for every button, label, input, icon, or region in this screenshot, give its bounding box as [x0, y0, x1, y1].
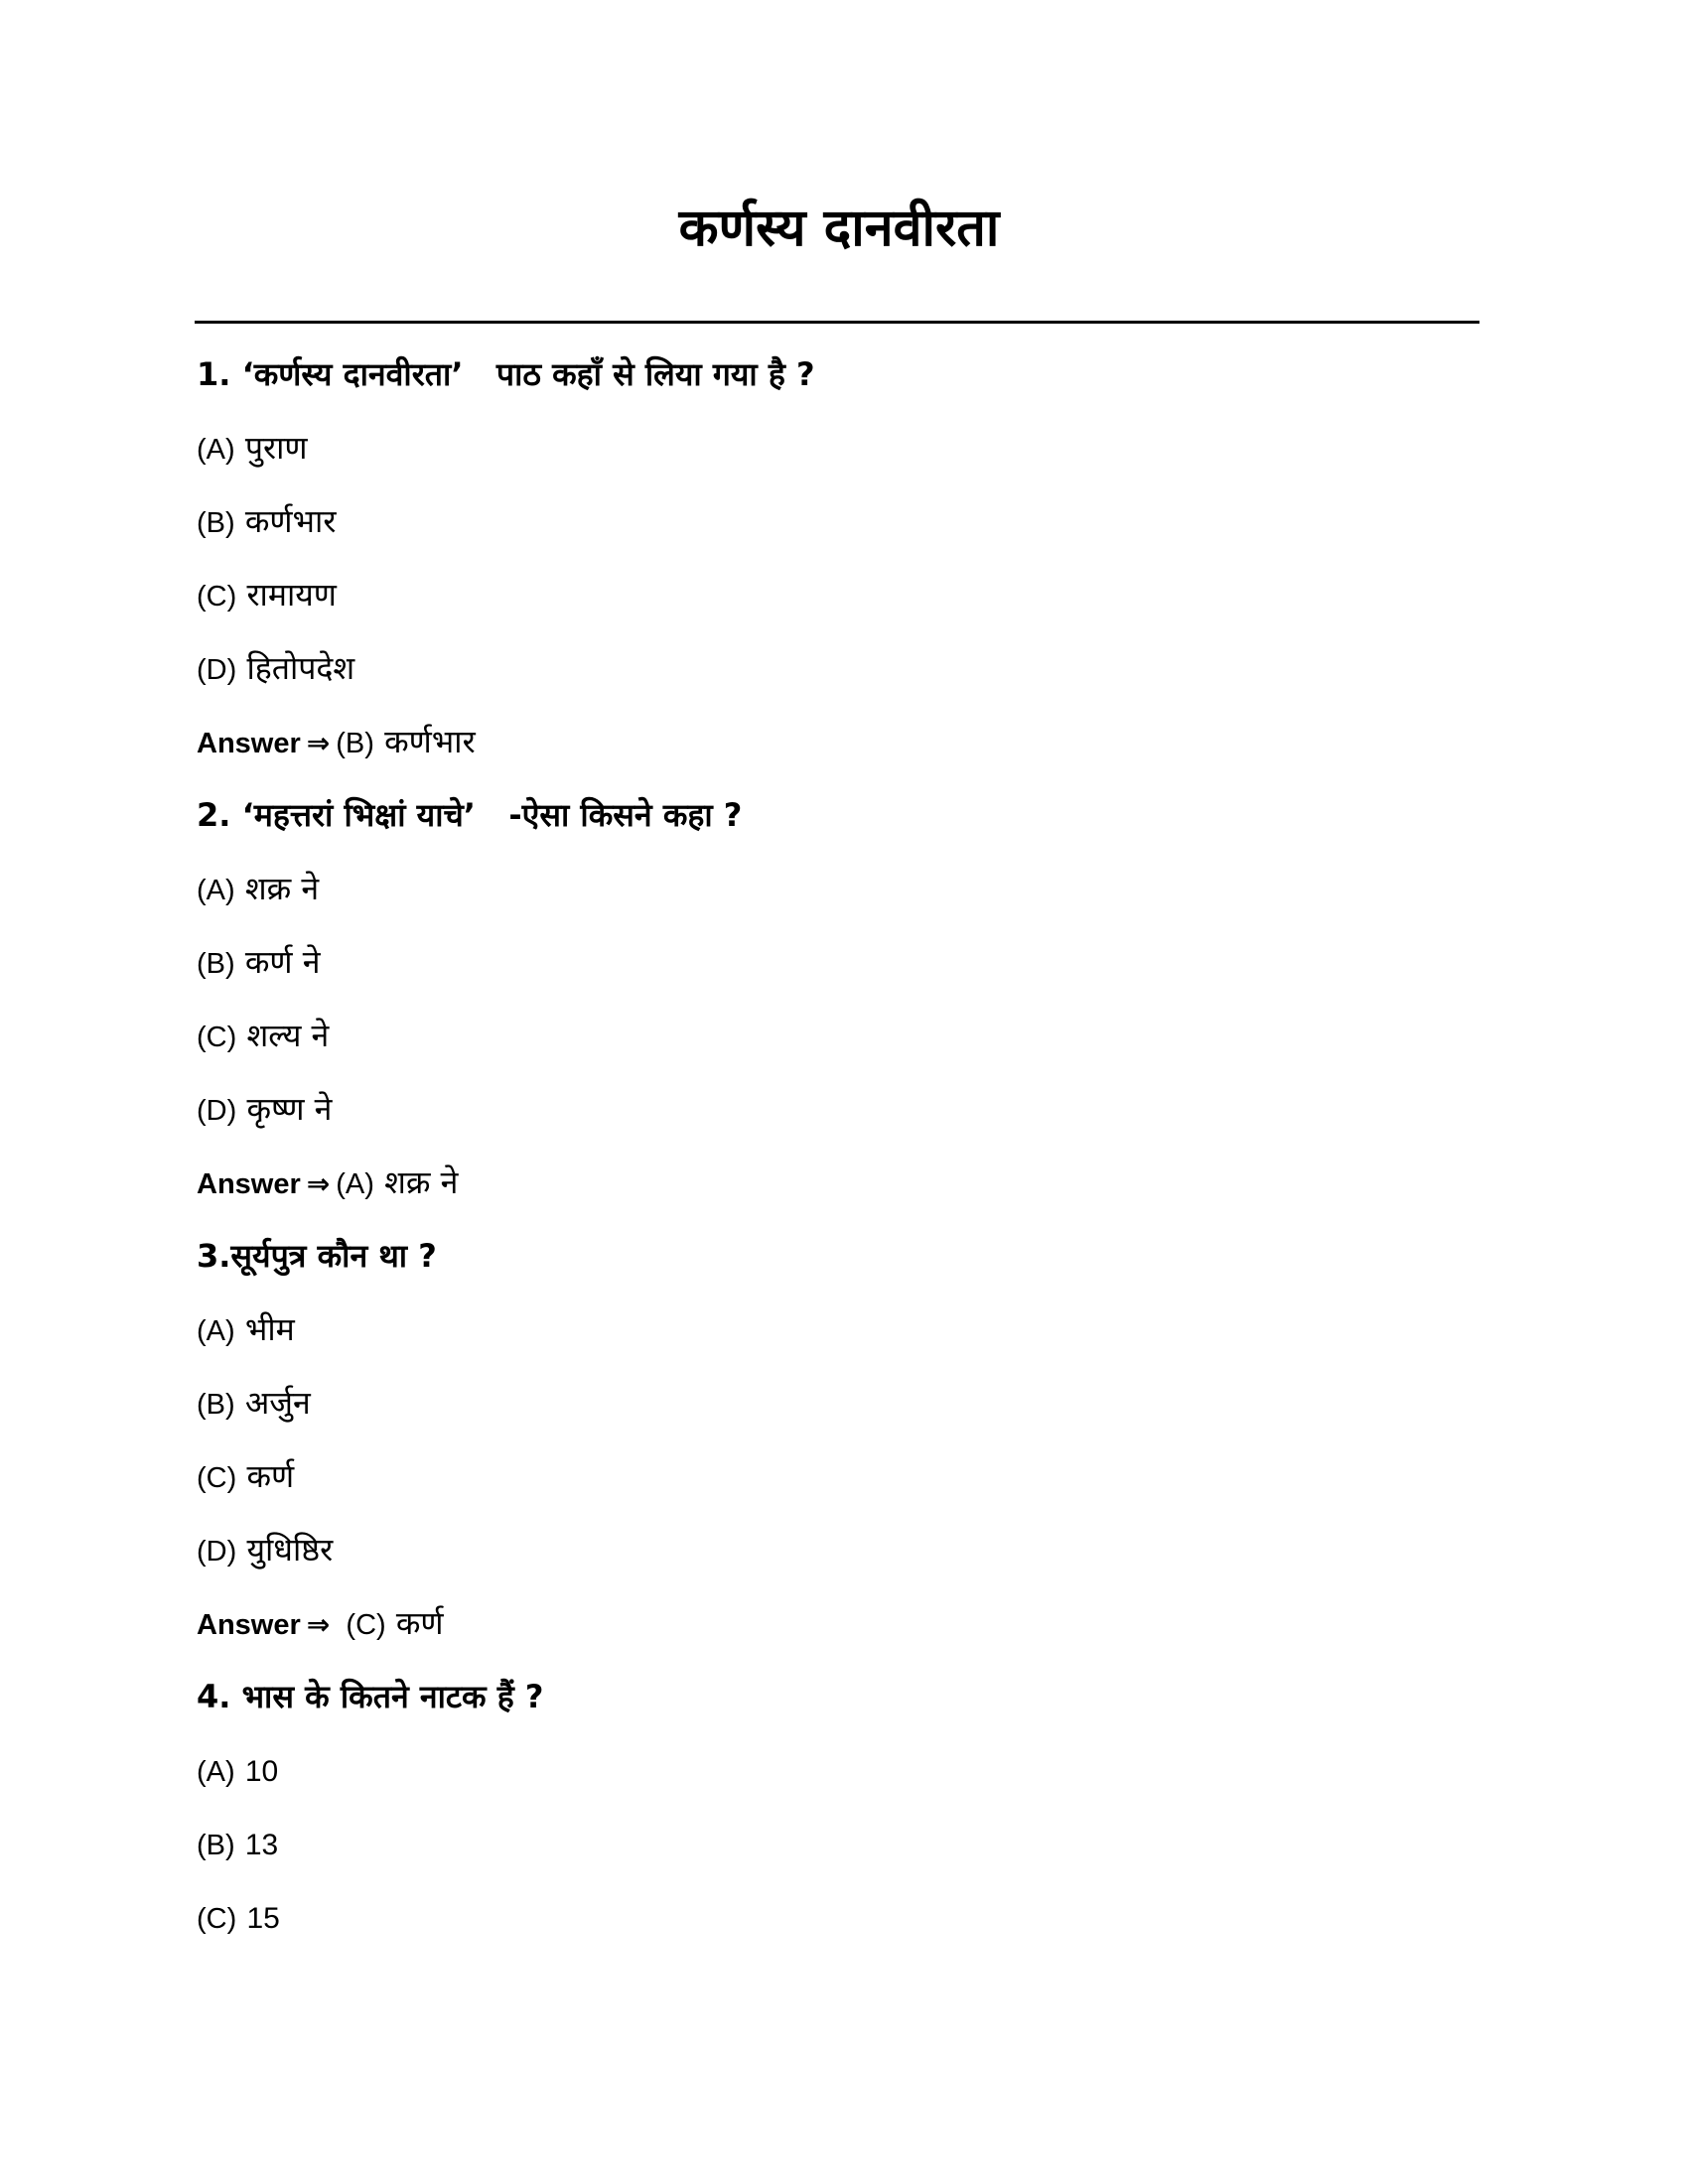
question-number: 1. [197, 355, 231, 393]
answer-value: शक्र ने [384, 1163, 459, 1201]
answer-label: Answer [197, 728, 301, 759]
answer-2 [197, 1151, 1477, 1224]
option-letter: (A) [197, 434, 235, 466]
answer-value: कर्ण [395, 1604, 444, 1642]
option-4b [197, 1812, 1477, 1885]
option-1d [197, 636, 1477, 710]
option-letter: (A) [197, 1756, 235, 1788]
option-2c [197, 1004, 1477, 1077]
option-value: भीम [244, 1310, 295, 1348]
option-letter: (A) [197, 875, 235, 906]
option-letter: (B) [197, 507, 235, 539]
question-3 [197, 1224, 1477, 1297]
answer-1 [197, 710, 1477, 783]
option-3b [197, 1371, 1477, 1444]
option-value: अर्जुन [244, 1384, 311, 1422]
option-value: शल्य ने [246, 1017, 330, 1054]
option-letter: (C) [197, 1903, 237, 1935]
page-title: कर्णस्य दानवीरता [678, 199, 1000, 258]
option-letter: (C) [197, 1462, 237, 1494]
option-value: कर्ण ने [244, 943, 321, 981]
option-3d [197, 1518, 1477, 1591]
question-number: 3. [197, 1237, 231, 1275]
option-4a [197, 1738, 1477, 1812]
option-value: पुराण [244, 429, 308, 467]
option-letter: (C) [197, 1022, 237, 1053]
option-letter: (A) [197, 1315, 235, 1347]
right-double-arrow-icon: ⇒ [306, 1608, 331, 1641]
option-letter: (D) [197, 1536, 237, 1568]
option-letter: (D) [197, 654, 237, 686]
option-4c [197, 1885, 1477, 1959]
option-value: 10 [244, 1755, 279, 1788]
option-value: कर्णभार [244, 502, 337, 540]
option-1c [197, 563, 1477, 636]
option-letter: (C) [197, 581, 237, 613]
option-value: शक्र ने [244, 870, 320, 907]
question-1 [197, 342, 1477, 416]
option-letter: (D) [197, 1095, 237, 1127]
option-value: 13 [244, 1829, 279, 1861]
title-divider [195, 321, 1479, 324]
question-list [197, 342, 1477, 1959]
option-letter: (B) [197, 948, 235, 980]
option-3a [197, 1297, 1477, 1371]
answer-value: कर्णभार [384, 723, 476, 760]
option-1b [197, 489, 1477, 563]
option-2d [197, 1077, 1477, 1151]
question-2 [197, 783, 1477, 857]
answer-3 [197, 1591, 1477, 1665]
question-number: 2. [197, 796, 231, 834]
option-1a [197, 416, 1477, 489]
answer-letter: (C) [346, 1609, 386, 1641]
option-2a [197, 857, 1477, 930]
question-4 [197, 1665, 1477, 1738]
answer-label: Answer [197, 1168, 301, 1200]
question-text: सूर्यपुत्र कौन था ? [230, 1237, 437, 1275]
option-letter: (B) [197, 1389, 235, 1421]
option-value: युधिष्ठिर [246, 1531, 334, 1569]
option-value: रामायण [246, 576, 337, 614]
option-3c [197, 1444, 1477, 1518]
question-text: ‘कर्णस्य दानवीरता’ पाठ कहाँ से लिया गया है ? [241, 355, 815, 393]
option-value: 15 [246, 1902, 280, 1935]
right-double-arrow-icon: ⇒ [306, 1167, 331, 1200]
option-value: हितोपदेश [246, 649, 355, 687]
right-double-arrow-icon: ⇒ [306, 727, 331, 759]
option-value: कृष्ण ने [246, 1090, 333, 1128]
question-text: भास के कितने नाटक हैं ? [241, 1678, 544, 1715]
question-text: ‘महत्तरां भिक्षां याचे’ -ऐसा किसने कहा ? [241, 796, 743, 834]
answer-letter: (B) [336, 728, 374, 759]
option-2b [197, 930, 1477, 1004]
option-letter: (B) [197, 1830, 235, 1861]
answer-letter: (A) [336, 1168, 374, 1200]
question-number: 4. [197, 1678, 231, 1715]
option-value: कर्ण [246, 1457, 295, 1495]
answer-label: Answer [197, 1609, 301, 1641]
